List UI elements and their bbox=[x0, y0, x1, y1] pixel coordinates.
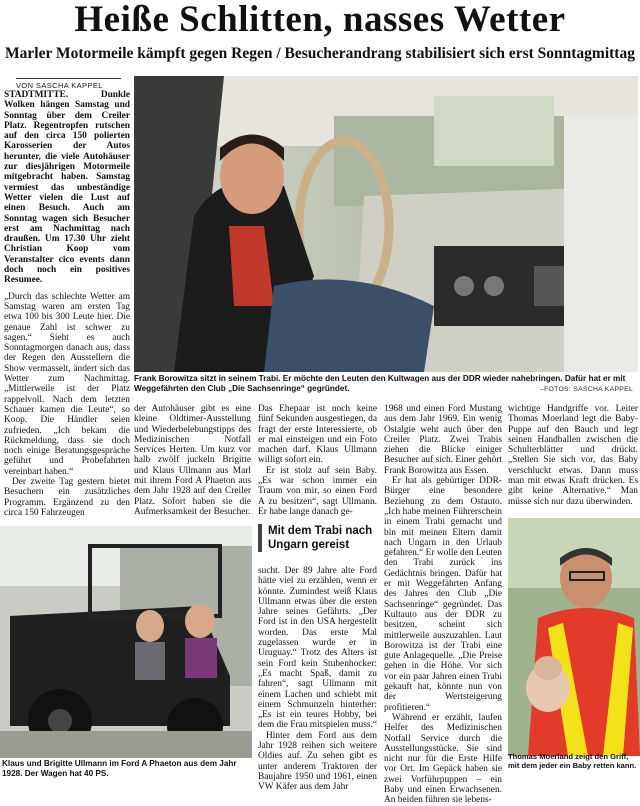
article-column-4 bbox=[384, 404, 502, 806]
main-photo-caption: Frank Borowitza sitzt in seinem Trabi. Er möchte den Leuten den Kultwagen aus der DDR wieder nahebringen. Dafür hat er mit Weggefährten den Club „Die Sachsenringe“ gegründet. bbox=[134, 374, 626, 393]
paragraph: Das Ehepaar ist noch keine fünf Sekunden ausgestiegen, da fragt der erste Interessierte, ob er mal einsteigen und ein Foto machen darf. Klaus Ullmann willigt sofort ein. bbox=[258, 404, 377, 466]
byline: VON SASCHA KAPPEL bbox=[16, 78, 121, 90]
article-column-2 bbox=[134, 404, 251, 530]
paragraph: der Autohäuser gibt es eine kleine Oldtimer-Ausstellung und Wiederbelebungstipps des Medizinischen Notfall Services Herten. Um kurz vor halb zwölf juckeln Brigitte und Klaus Ullmann aus Marl mit ihrem Ford A Phaeton aus dem Jahr 1928 auf den Creiler Platz. Sofort haben sie die Aufmerksamkeit der Besucher. bbox=[134, 404, 251, 517]
ford-photo bbox=[0, 526, 252, 758]
section-subhead: Mit dem Trabi nach Ungarn gereist bbox=[258, 524, 376, 552]
paragraph: 1968 und einen Ford Mustang aus dem Jahr 1969. Ein wenig Ostalgie weht auch über den Creiler Platz. Zwei Trabis ziehen die Blicke einiger Besucher auf sich. Einer gehört Frank Borowitza aus Essen. bbox=[384, 404, 502, 476]
paragraph: Der zweite Tag gestern bietet Besuchern ein zusätzliches Programm. Ergänzend zu den circa 150 Fahrzeugen bbox=[4, 476, 130, 518]
article-column-5 bbox=[508, 404, 638, 516]
article-column-3b bbox=[258, 566, 377, 793]
moerland-photo-caption: Thomas Moerland zeigt den Griff, mit dem jeder ein Baby retten kann. bbox=[508, 752, 637, 770]
trabi-photo bbox=[134, 76, 638, 372]
subheadline: Marler Motormeile kämpft gegen Regen / Besucherandrang stabilisiert sich erst Sonntagmittag bbox=[5, 45, 635, 62]
paragraph: Während er erzählt, laufen Helfer des Medizinischen Notfall Service durch die Ausstellungsstücke. Sie sind nicht nur für die Erste Hilfe vor Ort. Im Gepäck haben sie zwei Vorführpuppen – ein Baby und einen Erwachsenen. An beiden führen sie lebens- bbox=[384, 712, 502, 806]
ford-photo-caption: Klaus und Brigitte Ullmann im Ford A Phaeton aus dem Jahr 1928. Der Wagen hat 40 PS. bbox=[2, 759, 237, 778]
paragraph: Er ist stolz auf sein Baby. „Es war schon immer ein Traum von mir, so einen Ford A zu besitzen“, sagt Ullmann. Er habe lange danach ge- bbox=[258, 465, 377, 517]
lead-paragraph: STADTMITTE. Dunkle Wolken hängen Samstag und Sonntag über dem Creiler Platz. Regentropfen rutschen auf den circa 150 polierten Karosserien der Autos herunter, die viele Autohäuser zur diesjährigen Motormeile mitgebracht haben. Samstag vermiest das unbeständige Wetter vielen die Lust auf einen Besuch. Auch am Sonntag wagen sich Besucher erst am Nachmittag nach draußen. Um 17.30 Uhr zieht Christian Koop vom Veranstalter cico events dann doch noch ein positives Resumee. bbox=[4, 90, 130, 286]
moerland-photo bbox=[508, 518, 640, 756]
headline: Heiße Schlitten, nasses Wetter bbox=[74, 0, 566, 40]
photo-credit: –FOTOS: SASCHA KAPPEL bbox=[540, 386, 634, 393]
paragraph: Hinter dem Ford aus dem Jahr 1928 reihen sich weitere Oldies auf. Zu sehen gibt es unter anderem Traktoren der Baujahre 1950 und 1961, einen VW Käfer aus dem Jahr bbox=[258, 730, 377, 793]
article-column-1 bbox=[4, 90, 130, 560]
paragraph: sucht. Der 89 Jahre alte Ford hätte viel zu erzählen, wenn er könnte. Zumindest weiß Klaus Ullmann etwas über die ersten Jahre seines Gefährts. „Der Ford ist in den USA hergestellt worden. Das erste Mal zugelassen wurde er in Uruguay.“ Trotz des Alters ist sein Ford kein Stubenhocker: „Es macht Spaß, damit zu fahren“, sagt Ullmann mit einem Lachen und schiebt mit einem Schmunzeln hinterher: „Es ist ein teures Hobby, bei dem die Frau mitspielen muss.“ bbox=[258, 566, 377, 731]
paragraph: wichtige Handgriffe vor. Leiter Thomas Moerland legt die Baby-Puppe auf den Bauch und legt seinen Handballen zwischen die Schulterblätter und drückt. „Stellen Sie sich vor, das Baby verschluckt etwas. Dann muss man mit etwas Kraft drücken. Es gibt keine Alternative.“ Man müsse sich nur dazu überwinden. bbox=[508, 404, 638, 507]
paragraph: „Durch das schlechte Wetter am Samstag waren am ersten Tag etwa 100 bis 300 Leute hier. Die genaue Zahl ist schwer zu sagen.“ Sieht es auch Sonntagmorgen danach aus, dass der Regen den Ausstellern die Show vermasselt, ändert sich das Wetter zum Nachmittag. „Mittlerweile ist der Platz rappelvoll. Nach dem letzten Schauer kamen die Leute“, so Koop. Die Händler seien zufrieden. „Ich bekam die Rückmeldung, dass sie doch noch einige Beratungsgespräche geführt und Probefahrten vereinbart haben.“ bbox=[4, 291, 130, 477]
paragraph: Er hat als gebürtiger DDR-Bürger eine besondere Beziehung zu dem Ostauto. „Ich habe meinen Führerschein in einem Trabi gemacht und bin mit meinen Eltern damit nach Ungarn in den Urlaub gefahren.“ Er wolle den Leuten den Trabi zurück ins Gedächtnis bringen. Dafür hat er mit Weggefährten Anfang des Jahres den Club „Die Sachsenringe“ gegründet. Das Kultauto aus der DDR zu besitzen, scheint sich mittlerweile auszuzahlen. Laut Borowitza ist der Trabi eine gute Anlagequelle. „Die Preise gehen in die Höhe. Vor sich vor ein paar Jahren einen Trabi gekauft hat, könnte nun von der Wertsteigerung profitieren.“ bbox=[384, 476, 502, 713]
